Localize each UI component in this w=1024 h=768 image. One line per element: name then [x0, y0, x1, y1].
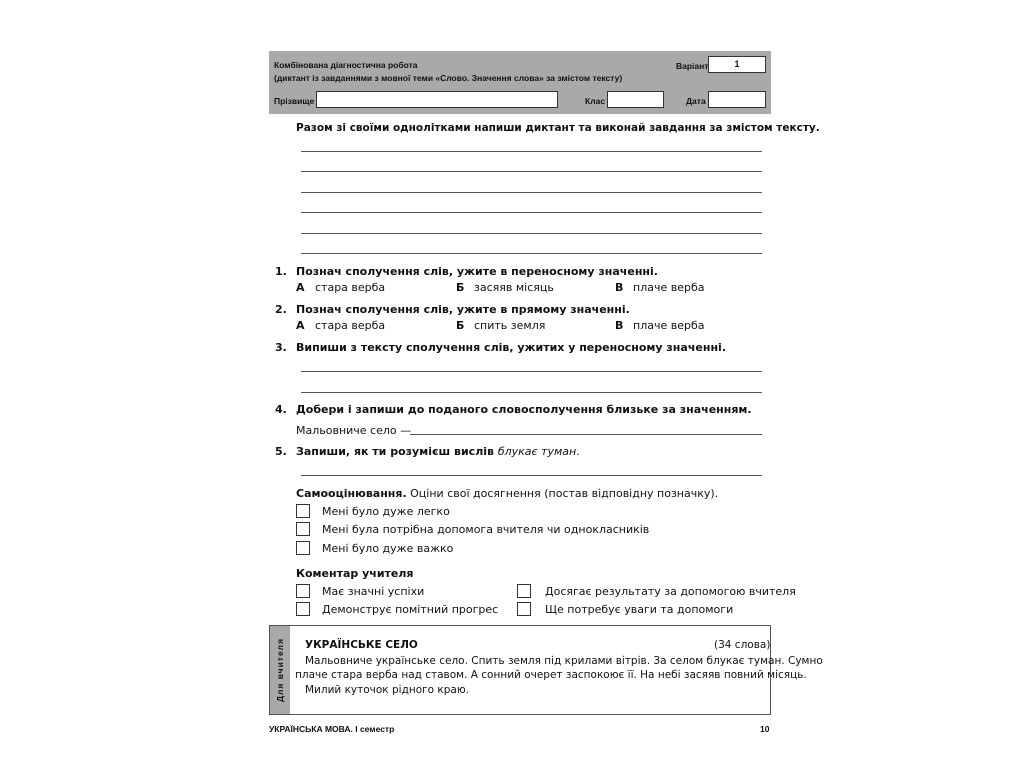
task-2-option-a-letter[interactable]: А	[296, 319, 305, 332]
dictation-line-3: Милий куточок рідного краю.	[305, 684, 470, 696]
answer-line[interactable]	[410, 434, 762, 435]
task-4-prompt: Мальовниче село —	[296, 424, 412, 437]
task-2-number: 2.	[275, 303, 287, 316]
task-2-option-a[interactable]: стара верба	[315, 319, 386, 332]
task-5-italic-phrase: блукає туман	[497, 445, 577, 458]
teacher-comment-option-4: Ще потребує уваги та допомоги	[545, 603, 734, 616]
dictation-title: УКРАЇНСЬКЕ СЕЛО	[305, 639, 418, 651]
dictation-line[interactable]	[301, 171, 762, 172]
header-subtitle: (диктант із завданнями з мовної теми «Слово. Значення слова» за змістом тексту)	[274, 73, 623, 83]
teacher-comment-checkbox-2[interactable]	[517, 584, 531, 598]
self-assessment-option-2: Мені була потрібна допомога вчителя чи однокласників	[322, 523, 650, 536]
teacher-comment-option-2: Досягає результату за допомогою вчителя	[545, 585, 796, 598]
intro-instruction: Разом зі своїми однолітками напиши диктант та виконай завдання за змістом тексту.	[296, 122, 820, 134]
task-5-text	[296, 445, 580, 458]
task-2-option-b-letter[interactable]: Б	[456, 319, 465, 332]
task-2-option-c[interactable]: плаче верба	[633, 319, 705, 332]
dictation-line[interactable]	[301, 192, 762, 193]
self-assessment-subtitle: Оціни свої досягнення (постав відповідну позначку).	[406, 487, 719, 500]
self-assessment-heading	[296, 487, 718, 500]
dictation-line[interactable]	[301, 212, 762, 213]
teacher-comment-checkbox-1[interactable]	[296, 584, 310, 598]
answer-line[interactable]	[301, 371, 762, 372]
self-assessment-option-1: Мені було дуже легко	[322, 505, 450, 518]
task-2-option-c-letter[interactable]: В	[615, 319, 624, 332]
task-1-option-b[interactable]: засяяв місяць	[474, 281, 554, 294]
task-1-option-c-letter[interactable]: В	[615, 281, 624, 294]
variant-field[interactable]: 1	[708, 56, 766, 73]
word-count: (34 слова)	[714, 639, 771, 651]
teacher-comment-checkbox-3[interactable]	[296, 602, 310, 616]
self-assessment-checkbox-2[interactable]	[296, 522, 310, 536]
task-1-option-c[interactable]: плаче верба	[633, 281, 705, 294]
task-2-option-b[interactable]: спить земля	[474, 319, 546, 332]
task-1-option-b-letter[interactable]: Б	[456, 281, 465, 294]
teacher-comment-option-1: Має значні успіхи	[322, 585, 425, 598]
teacher-comment-checkbox-4[interactable]	[517, 602, 531, 616]
task-2-text: Познач сполучення слів, ужите в прямому значенні.	[296, 303, 630, 316]
dictation-line-1: Мальовниче українське село. Спить земля під крилами вітрів. За селом блукає туман. Сумно	[305, 655, 823, 667]
self-assessment-checkbox-3[interactable]	[296, 541, 310, 555]
surname-label: Прізвище	[274, 96, 315, 106]
teacher-comment-option-3: Демонструє помітний прогрес	[322, 603, 499, 616]
self-assessment-checkbox-1[interactable]	[296, 504, 310, 518]
surname-field[interactable]	[316, 91, 558, 108]
teacher-side-bar	[270, 626, 290, 714]
footer-subject: УКРАЇНСЬКА МОВА. І семестр	[269, 724, 395, 734]
date-field[interactable]	[708, 91, 766, 108]
task-1-option-a-letter[interactable]: А	[296, 281, 305, 294]
task-1-number: 1.	[275, 265, 287, 278]
class-field[interactable]	[607, 91, 664, 108]
task-1-option-a[interactable]: стара верба	[315, 281, 386, 294]
task-3-text: Випиши з тексту сполучення слів, ужитих у переносному значенні.	[296, 341, 726, 354]
worksheet-header	[269, 51, 771, 114]
teacher-text-box	[269, 625, 823, 715]
task-5-number: 5.	[275, 445, 287, 458]
self-assessment-option-3: Мені було дуже важко	[322, 542, 454, 555]
self-assessment-title: Самооцінювання.	[296, 487, 407, 500]
date-label: Дата	[686, 96, 706, 106]
task-5-text-main: Запиши, як ти розумієш вислів	[296, 445, 498, 458]
header-title: Комбінована діагностична робота	[274, 60, 418, 70]
variant-label: Варіант	[676, 61, 709, 71]
dictation-line[interactable]	[301, 253, 762, 254]
page-number: 10	[760, 724, 770, 734]
answer-line[interactable]	[301, 475, 762, 476]
teacher-side-label: Для вчителя	[275, 637, 285, 703]
task-3-number: 3.	[275, 341, 287, 354]
class-label: Клас	[585, 96, 606, 106]
task-4-number: 4.	[275, 403, 287, 416]
answer-line[interactable]	[301, 392, 762, 393]
teacher-comment-title: Коментар учителя	[296, 567, 414, 580]
dictation-line-2: плаче стара верба над ставом. А сонний очерет заспокоює її. На небі засяяв повний місяць.	[295, 669, 807, 681]
dictation-line[interactable]	[301, 233, 762, 234]
dictation-line[interactable]	[301, 151, 762, 152]
task-4-text: Добери і запиши до поданого словосполучення близьке за значенням.	[296, 403, 752, 416]
task-5-end: .	[576, 445, 580, 458]
task-1-text: Познач сполучення слів, ужите в переносному значенні.	[296, 265, 658, 278]
